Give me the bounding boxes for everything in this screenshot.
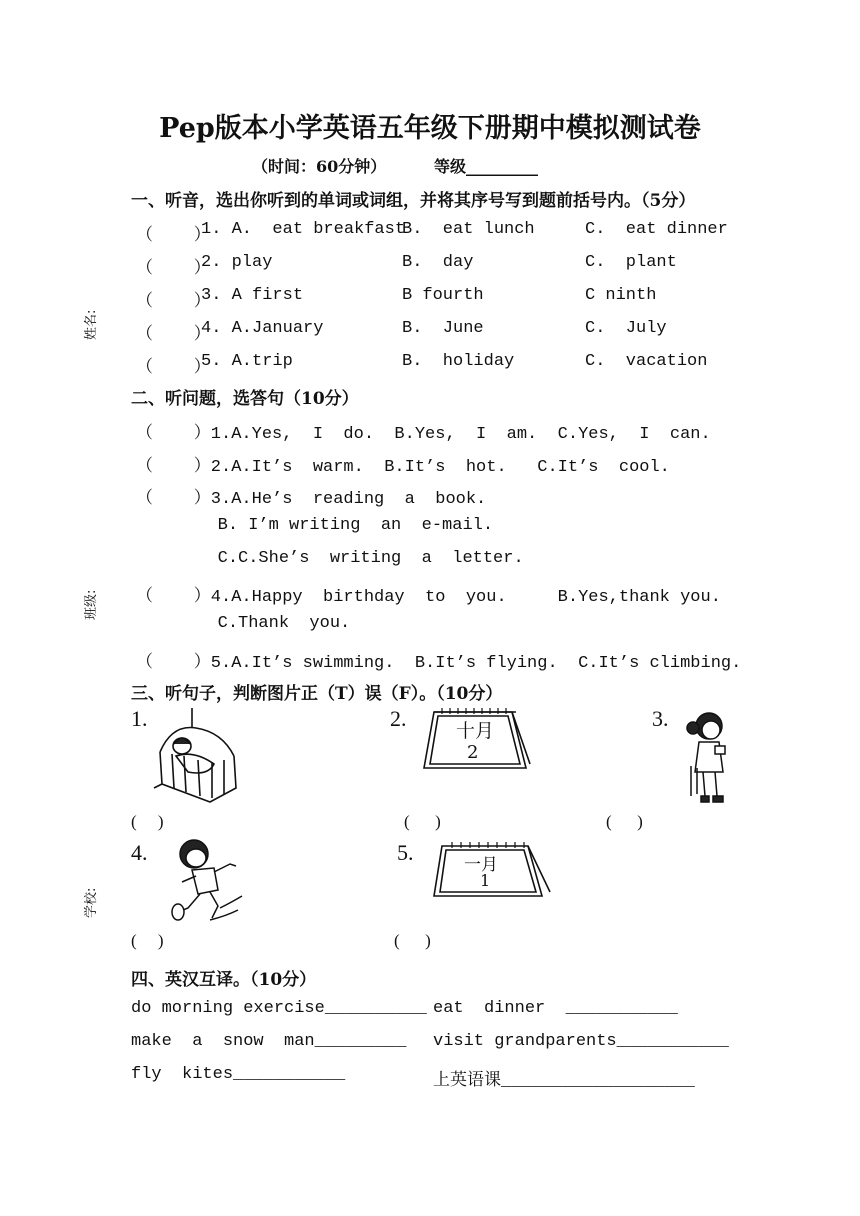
translation-item: eat dinner ___________ (433, 999, 678, 1018)
picture-number: 4. (131, 840, 148, 865)
option-a: 3. A first (201, 286, 304, 305)
question-line: （ ）1.A.Yes, I do. B.Yes, I am. C.Yes, I can. (136, 425, 711, 444)
translation-item: visit grandparents___________ (433, 1032, 729, 1051)
grade-field: 等级_________ (434, 157, 539, 176)
option-a: 1. A. eat breakfast (201, 220, 406, 239)
option-a: 5. A.trip (201, 352, 293, 371)
time-limit: （时间：60分钟） (252, 157, 387, 176)
option-c: C. vacation (585, 352, 708, 371)
calendar-month: 十月 (456, 720, 495, 742)
translation-item: fly kites___________ (131, 1065, 346, 1084)
calendar-day: 2 (467, 742, 479, 763)
answer-paren: ( ) (404, 812, 441, 831)
boy-running-picture (170, 836, 244, 924)
option-a: 4. A.January (201, 319, 324, 338)
option-b: B. holiday (402, 352, 515, 371)
answer-paren: （ ） (136, 227, 211, 246)
side-label-class: 班级: (84, 589, 99, 620)
option-c: C. plant (585, 253, 677, 272)
section2-heading: 二、听问题，选答句（10分） (131, 389, 359, 409)
translation-item: 上英语课___________________ (433, 1072, 695, 1091)
baby-sleeping-picture (152, 706, 242, 804)
picture-number: 1. (131, 706, 148, 731)
question-line: （ ）3.A.He’s reading a book. (136, 490, 487, 509)
option-a: 2. play (201, 253, 273, 272)
picture-number: 2. (390, 706, 407, 731)
side-label-school: 学校: (84, 887, 99, 918)
question-line: （ ）2.A.It’s warm. B.It’s hot. C.It’s cool. (136, 458, 670, 477)
question-line: （ ）4.A.Happy birthday to you. B.Yes,thank you. (136, 588, 721, 607)
option-b: B. day (402, 253, 474, 272)
girl-reading-picture (683, 706, 735, 806)
question-line: B. I’m writing an e-mail. (136, 516, 494, 535)
section1-heading: 一、听音，选出你听到的单词或词组，并将其序号写到题前括号内。（5分） (131, 191, 696, 211)
answer-paren: ( ) (606, 812, 643, 831)
answer-paren: ( ) (394, 931, 431, 950)
section4-heading: 四、英汉互译。（10分） (131, 970, 317, 990)
answer-paren: （ ） (136, 326, 211, 345)
page-title: Pep版本小学英语五年级下册期中模拟测试卷 (159, 113, 701, 144)
picture-number: 3. (652, 706, 669, 731)
answer-paren: ( ) (131, 812, 164, 831)
option-b: B. eat lunch (402, 220, 535, 239)
picture-number: 5. (397, 840, 414, 865)
option-c: C. eat dinner (585, 220, 728, 239)
option-b: B. June (402, 319, 484, 338)
question-line: （ ）5.A.It’s swimming. B.It’s flying. C.It’s climbing. (136, 654, 742, 673)
question-line: C.C.She’s writing a letter. (136, 549, 524, 568)
calendar-month: 一月 (464, 855, 498, 875)
question-line: C.Thank you. (136, 614, 351, 633)
section3-heading: 三、听句子，判断图片正（T）误（F）。（10分） (131, 684, 503, 704)
option-c: C. July (585, 319, 667, 338)
answer-paren: （ ） (136, 293, 211, 312)
option-b: B fourth (402, 286, 484, 305)
translation-item: make a snow man_________ (131, 1032, 407, 1051)
calendar-day: 1 (480, 871, 491, 890)
side-label-name: 姓名: (84, 309, 99, 340)
answer-paren: （ ） (136, 359, 211, 378)
translation-item: do morning exercise__________ (131, 999, 427, 1018)
option-c: C ninth (585, 286, 657, 305)
answer-paren: ( ) (131, 931, 164, 950)
answer-paren: （ ） (136, 260, 211, 279)
